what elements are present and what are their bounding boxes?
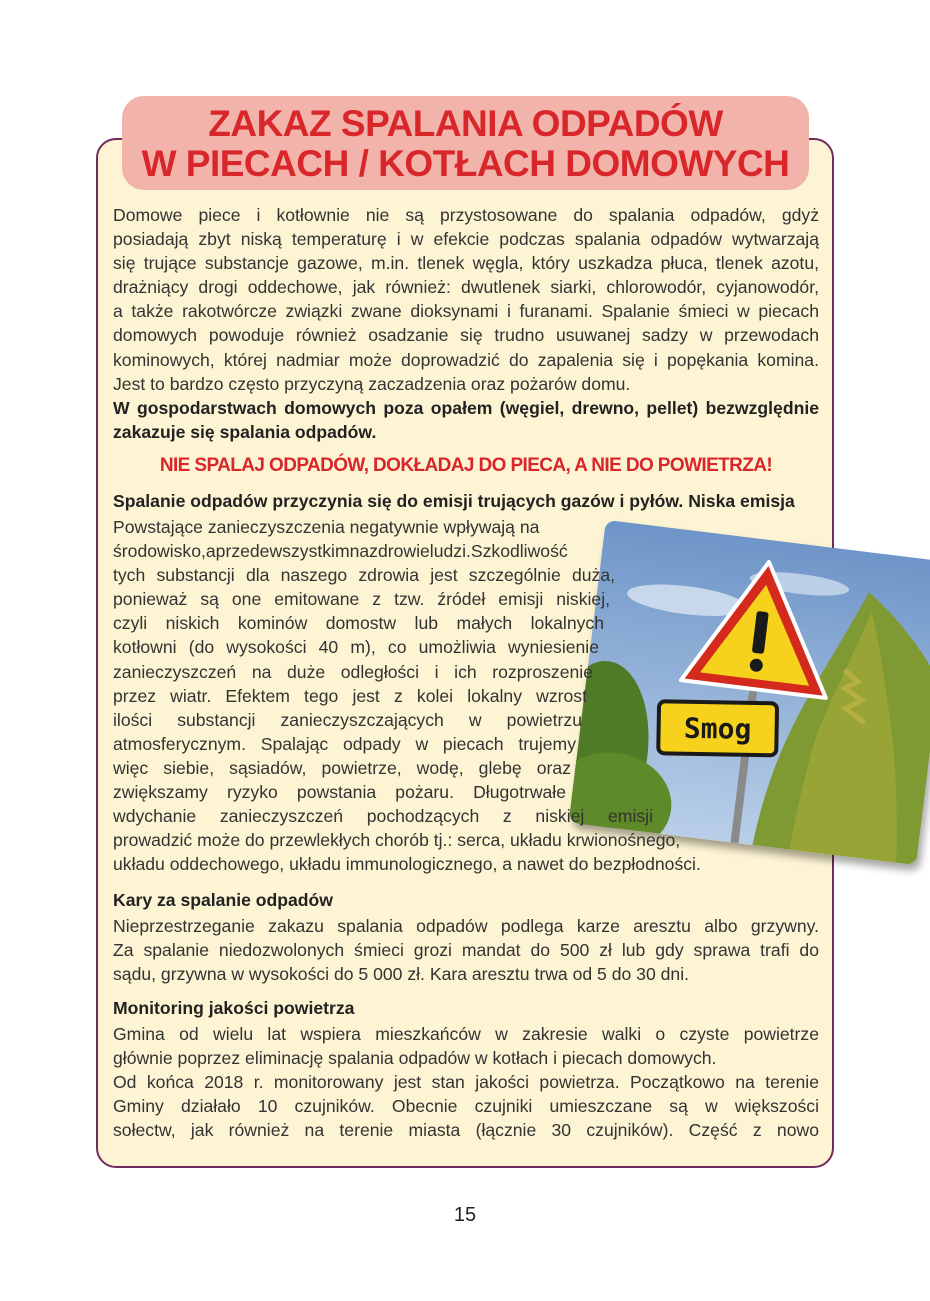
emission-line: wdychanie zanieczyszczeń pochodzących z niskiej emisji: [113, 806, 653, 827]
monitoring-line: głównie poprzez eliminację spalania odpadów w kotłach i piecach domowych.: [113, 1048, 717, 1069]
emission-line: Powstające zanieczyszczenia negatywnie wpływają na: [113, 517, 540, 537]
intro-line: posiadają zbyt niską temperaturę i w efekcie podczas spalania odpadów wytwarzają: [113, 229, 819, 250]
intro-line: Domowe piece i kotłownie nie są przystosowane do spalania odpadów, gdyż: [113, 205, 819, 225]
emission-line: zanieczyszczeń na duże odległości i ich rozproszenie: [113, 661, 593, 682]
title-banner: [122, 96, 809, 190]
monitoring-line: sołectw, jak również na terenie miasta (łącznie 30 czujników). Część z nowo: [113, 1120, 819, 1141]
penalties-line: sądu, grzywna w wysokości do 5 000 zł. Kara aresztu trwa od 5 do 30 dni.: [113, 964, 690, 985]
emission-line: kotłowni (do wysokości 40 m), co umożliwia wyniesienie: [113, 637, 599, 658]
monitoring-heading: Monitoring jakości powietrza: [113, 998, 355, 1018]
intro-line: a także rakotwórcze związki zwane dioksynami i furanami. Spalanie śmieci w piecach: [113, 301, 819, 322]
penalties-heading: Kary za spalanie odpadów: [113, 890, 333, 910]
intro-line: drażniący drogi oddechowe, jak również: dwutlenek siarki, chlorowodór, cyjanowodór,: [113, 277, 819, 298]
page-title-line-2: W PIECACH / KOTŁACH DOMOWYCH: [141, 143, 790, 184]
emission-line: układu oddechowego, układu immunologicznego, a nawet do bezpłodności.: [113, 854, 701, 875]
emission-line: przez wiatr. Efektem tego jest z kolei lokalny wzrost: [113, 685, 587, 706]
emission-heading: Spalanie odpadów przyczynia się do emisji trujących gazów i pyłów. Niska emisja: [113, 491, 795, 511]
emission-line: atmosferycznym. Spalając odpady w piecach trujemy: [113, 733, 576, 754]
emission-line: czyli niskich kominów domostw lub małych lokalnych: [113, 613, 604, 634]
intro-line: kominowych, której nadmiar może doprowadzić do zapalenia się i popękania komina.: [113, 349, 819, 370]
emission-line: więc siebie, sąsiadów, powietrze, wodę, glebę oraz: [113, 757, 571, 778]
page-number: 15: [453, 1204, 477, 1226]
emission-paragraph: [113, 515, 701, 876]
penalties-line: Za spalanie niedozwolonych śmieci grozi mandat do 500 zł lub gdy sprawa trafi do: [113, 940, 819, 961]
intro-line: Jest to bardzo często przyczyną zaczadzenia oraz pożarów domu.: [113, 373, 631, 394]
monitoring-line: Gminy działało 10 czujników. Obecnie czujniki umieszczane są w większości: [113, 1096, 819, 1117]
emission-line: ilości substancji zanieczyszczających w powietrzu: [113, 709, 582, 730]
emission-line: prowadzić może do przewlekłych chorób tj.: serca, układu krwionośnego,: [113, 830, 681, 851]
monitoring-paragraph: [113, 1022, 819, 1142]
page-title-line-1: ZAKAZ SPALANIA ODPADÓW: [208, 103, 723, 144]
intro-bold-line: W gospodarstwach domowych poza opałem (węgiel, drewno, pellet) bezwzględnie: [113, 397, 819, 418]
smog-plate-text: Smog: [683, 711, 752, 746]
emission-line: zwiększamy ryzyko powstania pożaru. Długotrwałe: [113, 782, 566, 803]
intro-line: się trujące substancje gazowe, m.in. tlenek węgla, który uszkadza płuca, tlenek azotu,: [113, 253, 819, 274]
penalties-line: Nieprzestrzeganie zakazu spalania odpadów podlega karze aresztu albo grzywny.: [113, 916, 819, 936]
penalties-paragraph: [113, 914, 819, 986]
emission-line: tych substancji dla naszego zdrowia jest szczególnie duża,: [113, 565, 615, 586]
intro-line: domowych powoduje również osadzanie się trudno usuwanej sadzy w przewodach: [113, 325, 819, 346]
slogan: NIE SPALAJ ODPADÓW, DOKŁADAJ DO PIECA, A NIE DO POWIETRZA!: [159, 455, 773, 476]
monitoring-line: Od końca 2018 r. monitorowany jest stan jakości powietrza. Początkowo na terenie: [113, 1072, 819, 1093]
emission-line: ponieważ są one emitowane z tzw. źródeł emisji niskiej,: [113, 589, 610, 610]
emission-line: środowisko,aprzedewszystkimnazdrowieludzi.Szkodliwość: [113, 541, 568, 562]
intro-bold-line: zakazuje się spalania odpadów.: [113, 421, 377, 442]
intro-paragraph: [113, 203, 819, 444]
monitoring-line: Gmina od wielu lat wspiera mieszkańców w zakresie walki o czyste powietrze: [113, 1024, 819, 1044]
